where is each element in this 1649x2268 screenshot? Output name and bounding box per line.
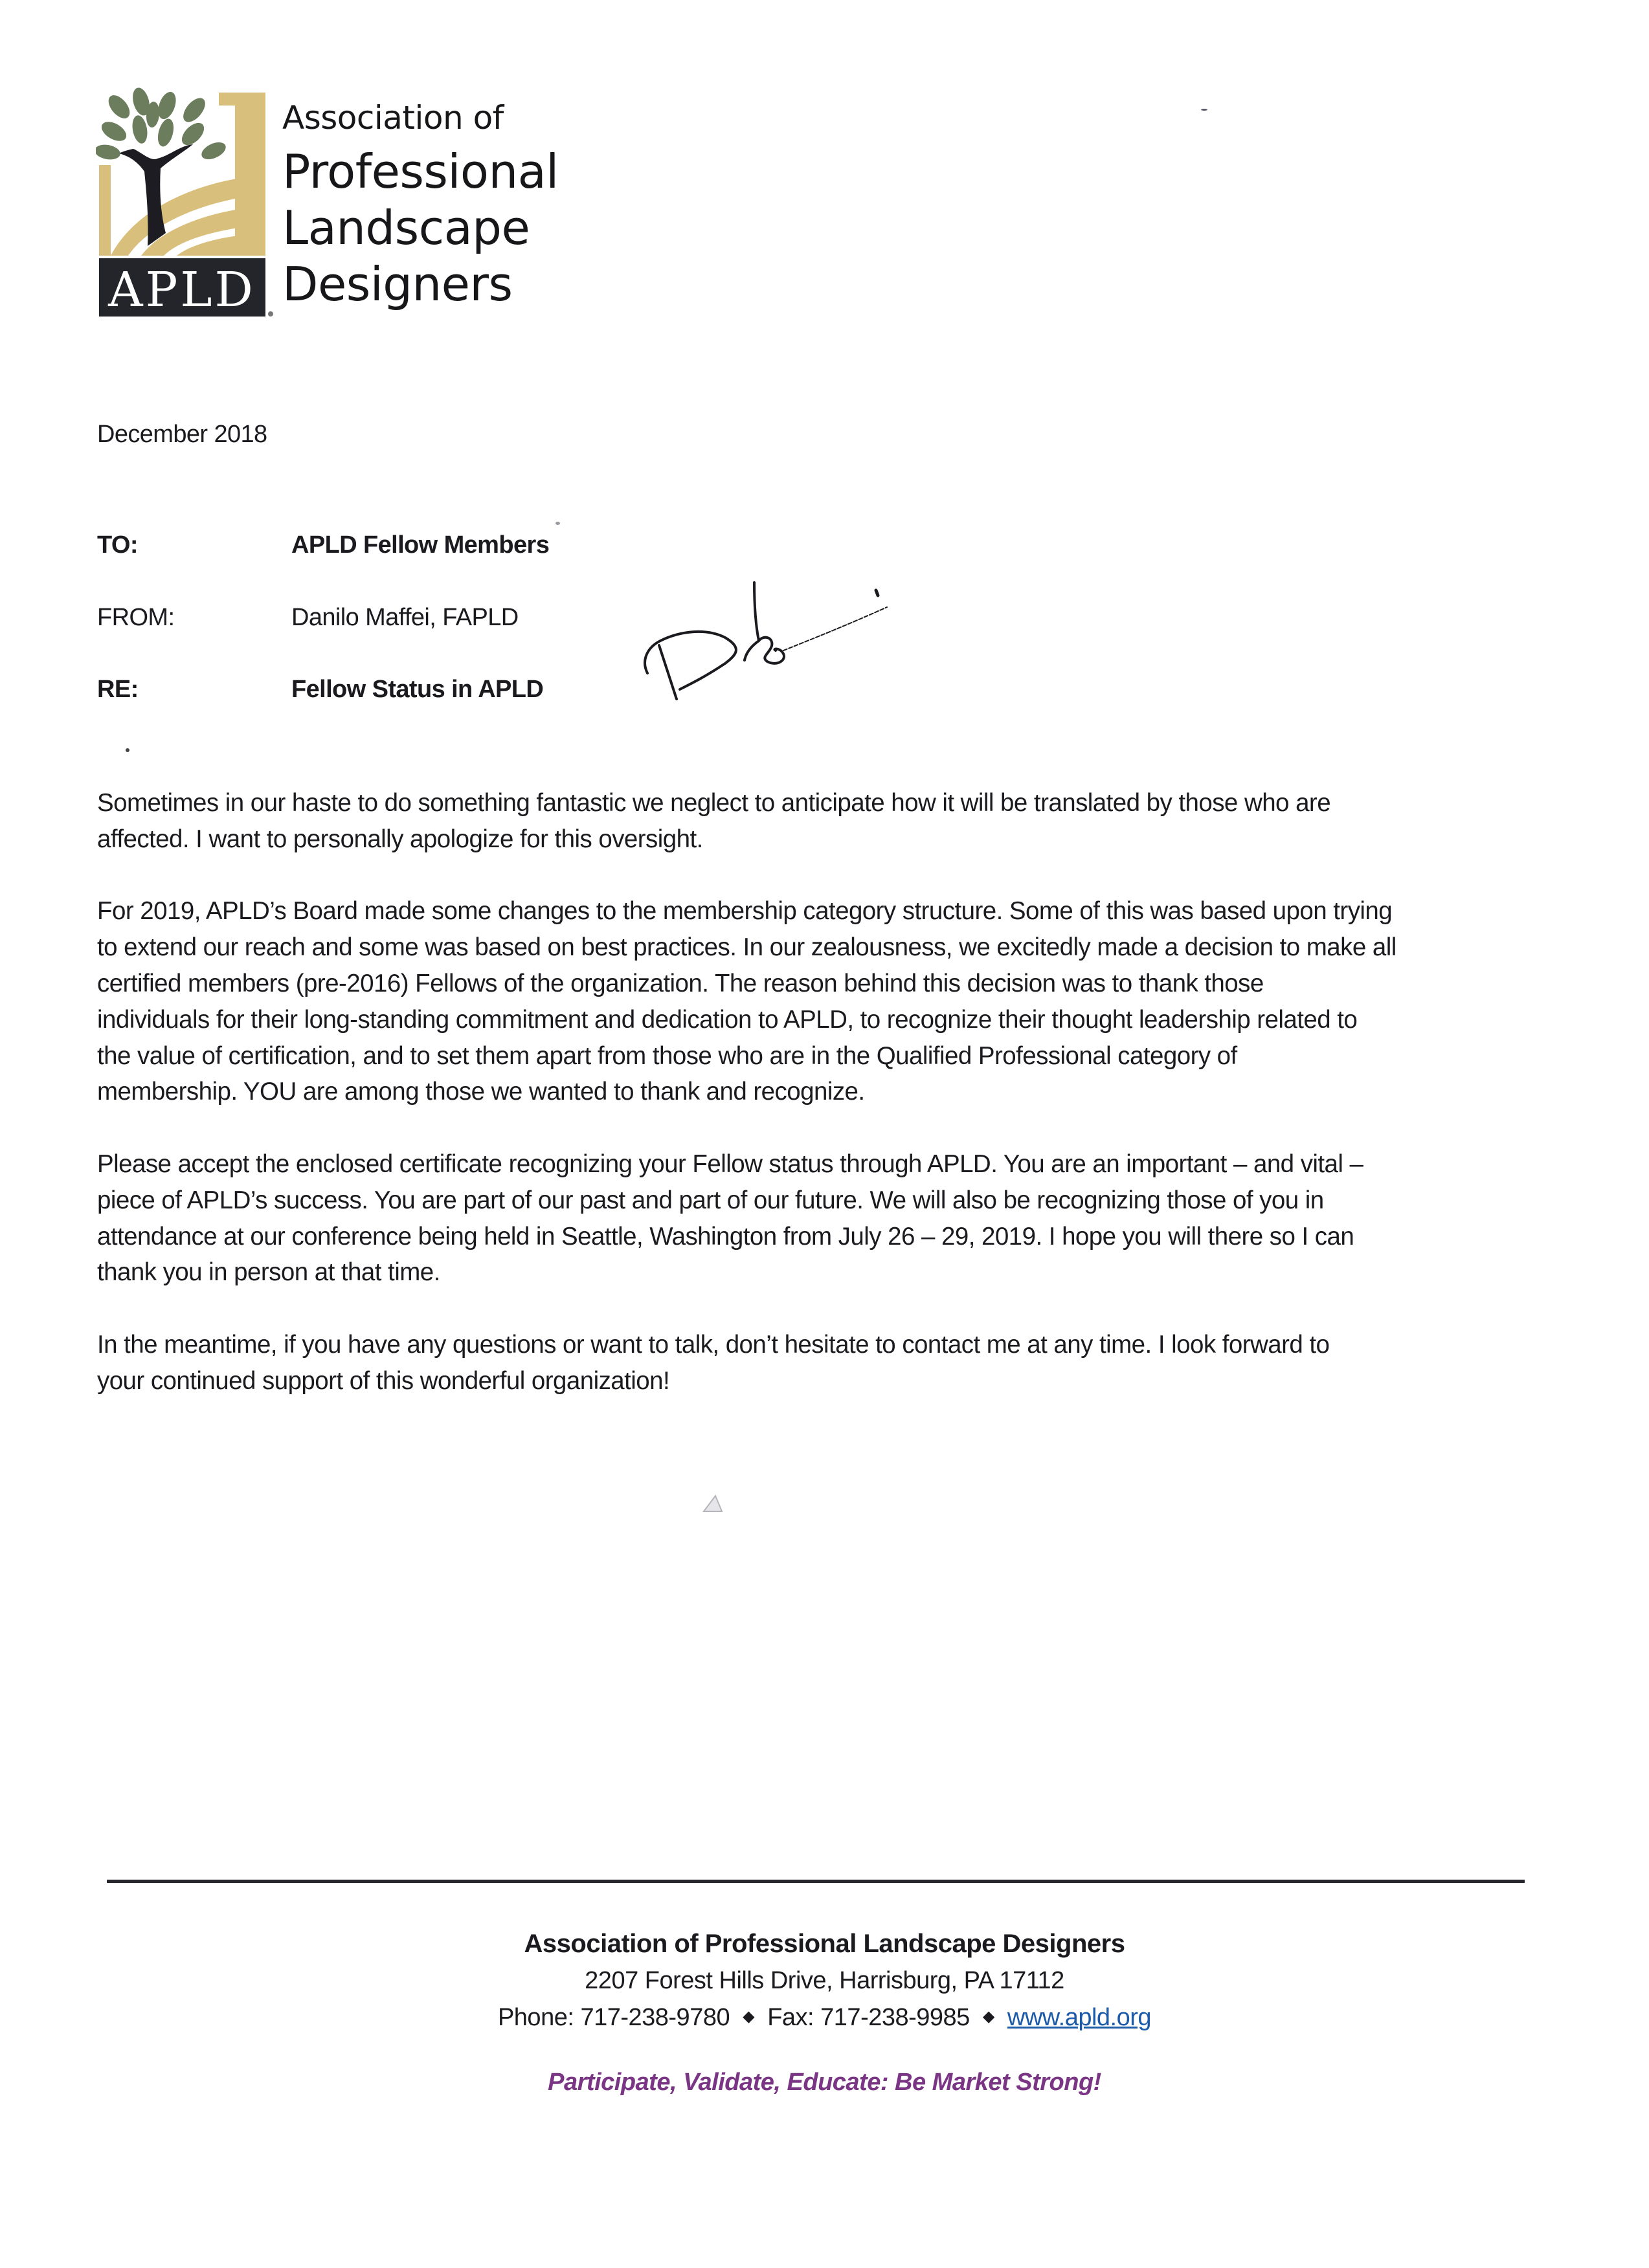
paragraph-line: the value of certification, and to set them apart from those who are in the Qualified Professional category of [97, 1041, 1237, 1070]
footer-org-name: Association of Professional Landscape Designers [524, 1929, 1125, 1958]
memo-re-label: RE: [97, 676, 139, 703]
logo-name-line-4: Designers [282, 257, 513, 311]
scan-speck [126, 748, 129, 752]
paragraph-line: thank you in person at that time. [97, 1258, 440, 1287]
scan-speck [1201, 109, 1207, 111]
memo-from-label: FROM: [97, 604, 175, 631]
logo-name-line-3: Landscape [282, 201, 530, 255]
scan-artifact-triangle-icon [701, 1493, 724, 1514]
paragraph-certificate [97, 1146, 1560, 1291]
footer-website-link[interactable]: www.apld.org [1007, 2004, 1152, 2031]
paragraph-apology [97, 785, 1560, 858]
paragraph-line: attendance at our conference being held in Seattle, Washington from July 26 – 29, 2019. I hope you will there so I can [97, 1222, 1354, 1251]
memo-to-value: APLD Fellow Members [291, 531, 550, 559]
paragraph-line: your continued support of this wonderful organization! [97, 1366, 670, 1395]
logo-name-line-2: Professional [282, 144, 559, 199]
scan-speck [555, 522, 560, 525]
memo-from-value: Danilo Maffei, FAPLD [291, 604, 519, 631]
tree-logo-icon [96, 87, 290, 327]
footer-address: 2207 Forest Hills Drive, Harrisburg, PA 17112 [585, 1967, 1064, 1994]
footer-fax: Fax: 717-238-9985 [767, 2004, 970, 2031]
diamond-icon: ◆ [982, 2008, 994, 2025]
logo-leaves [96, 87, 229, 162]
paragraph-line: piece of APLD’s success. You are part of our past and part of our future. We will also be recognizing those of you in [97, 1186, 1324, 1214]
logo-name-line-1: Association of [282, 99, 504, 137]
logo-frame-left [99, 165, 111, 256]
footer-tagline: Participate, Validate, Educate: Be Market Strong! [548, 2069, 1101, 2096]
memo-to-label: TO: [97, 531, 138, 559]
footer-divider [107, 1880, 1525, 1883]
paragraph-closing [97, 1327, 1560, 1399]
paragraph-membership-changes [97, 893, 1560, 1110]
memo-re-value: Fellow Status in APLD [291, 676, 544, 703]
paragraph-line: individuals for their long-standing commitment and dedication to APLD, to recognize their thought leadership related to [97, 1005, 1358, 1034]
letter-body [97, 785, 1560, 1435]
letter-date: December 2018 [97, 421, 267, 448]
apld-logo [96, 87, 562, 327]
handwritten-signature [622, 563, 900, 706]
paragraph-line: membership. YOU are among those we wanted to thank and recognize. [97, 1078, 865, 1106]
paragraph-line: affected. I want to personally apologize for this oversight. [97, 825, 703, 853]
footer-phone: Phone: 717-238-9780 [497, 2004, 730, 2031]
logo-badge-text: APLD [108, 262, 256, 318]
paragraph-line: to extend our reach and some was based on best practices. In our zealousness, we excitedly made a decision to make all [97, 933, 1397, 962]
paragraph-line: Sometimes in our haste to do something fantastic we neglect to anticipate how it will be translated by those who are [97, 789, 1331, 817]
paragraph-line: In the meantime, if you have any questions or want to talk, don’t hesitate to contact me at any time. I look forward to [97, 1330, 1330, 1359]
paragraph-line: certified members (pre-2016) Fellows of the organization. The reason behind this decision was to thank those [97, 969, 1264, 997]
diamond-icon: ◆ [743, 2008, 755, 2025]
footer-contact-line [0, 2004, 1649, 2032]
paragraph-line: For 2019, APLD’s Board made some changes to the membership category structure. Some of this was based upon trying [97, 897, 1393, 926]
paragraph-line: Please accept the enclosed certificate recognizing your Fellow status through APLD. You are an important – and vital – [97, 1150, 1363, 1178]
registered-mark-icon [268, 311, 273, 317]
